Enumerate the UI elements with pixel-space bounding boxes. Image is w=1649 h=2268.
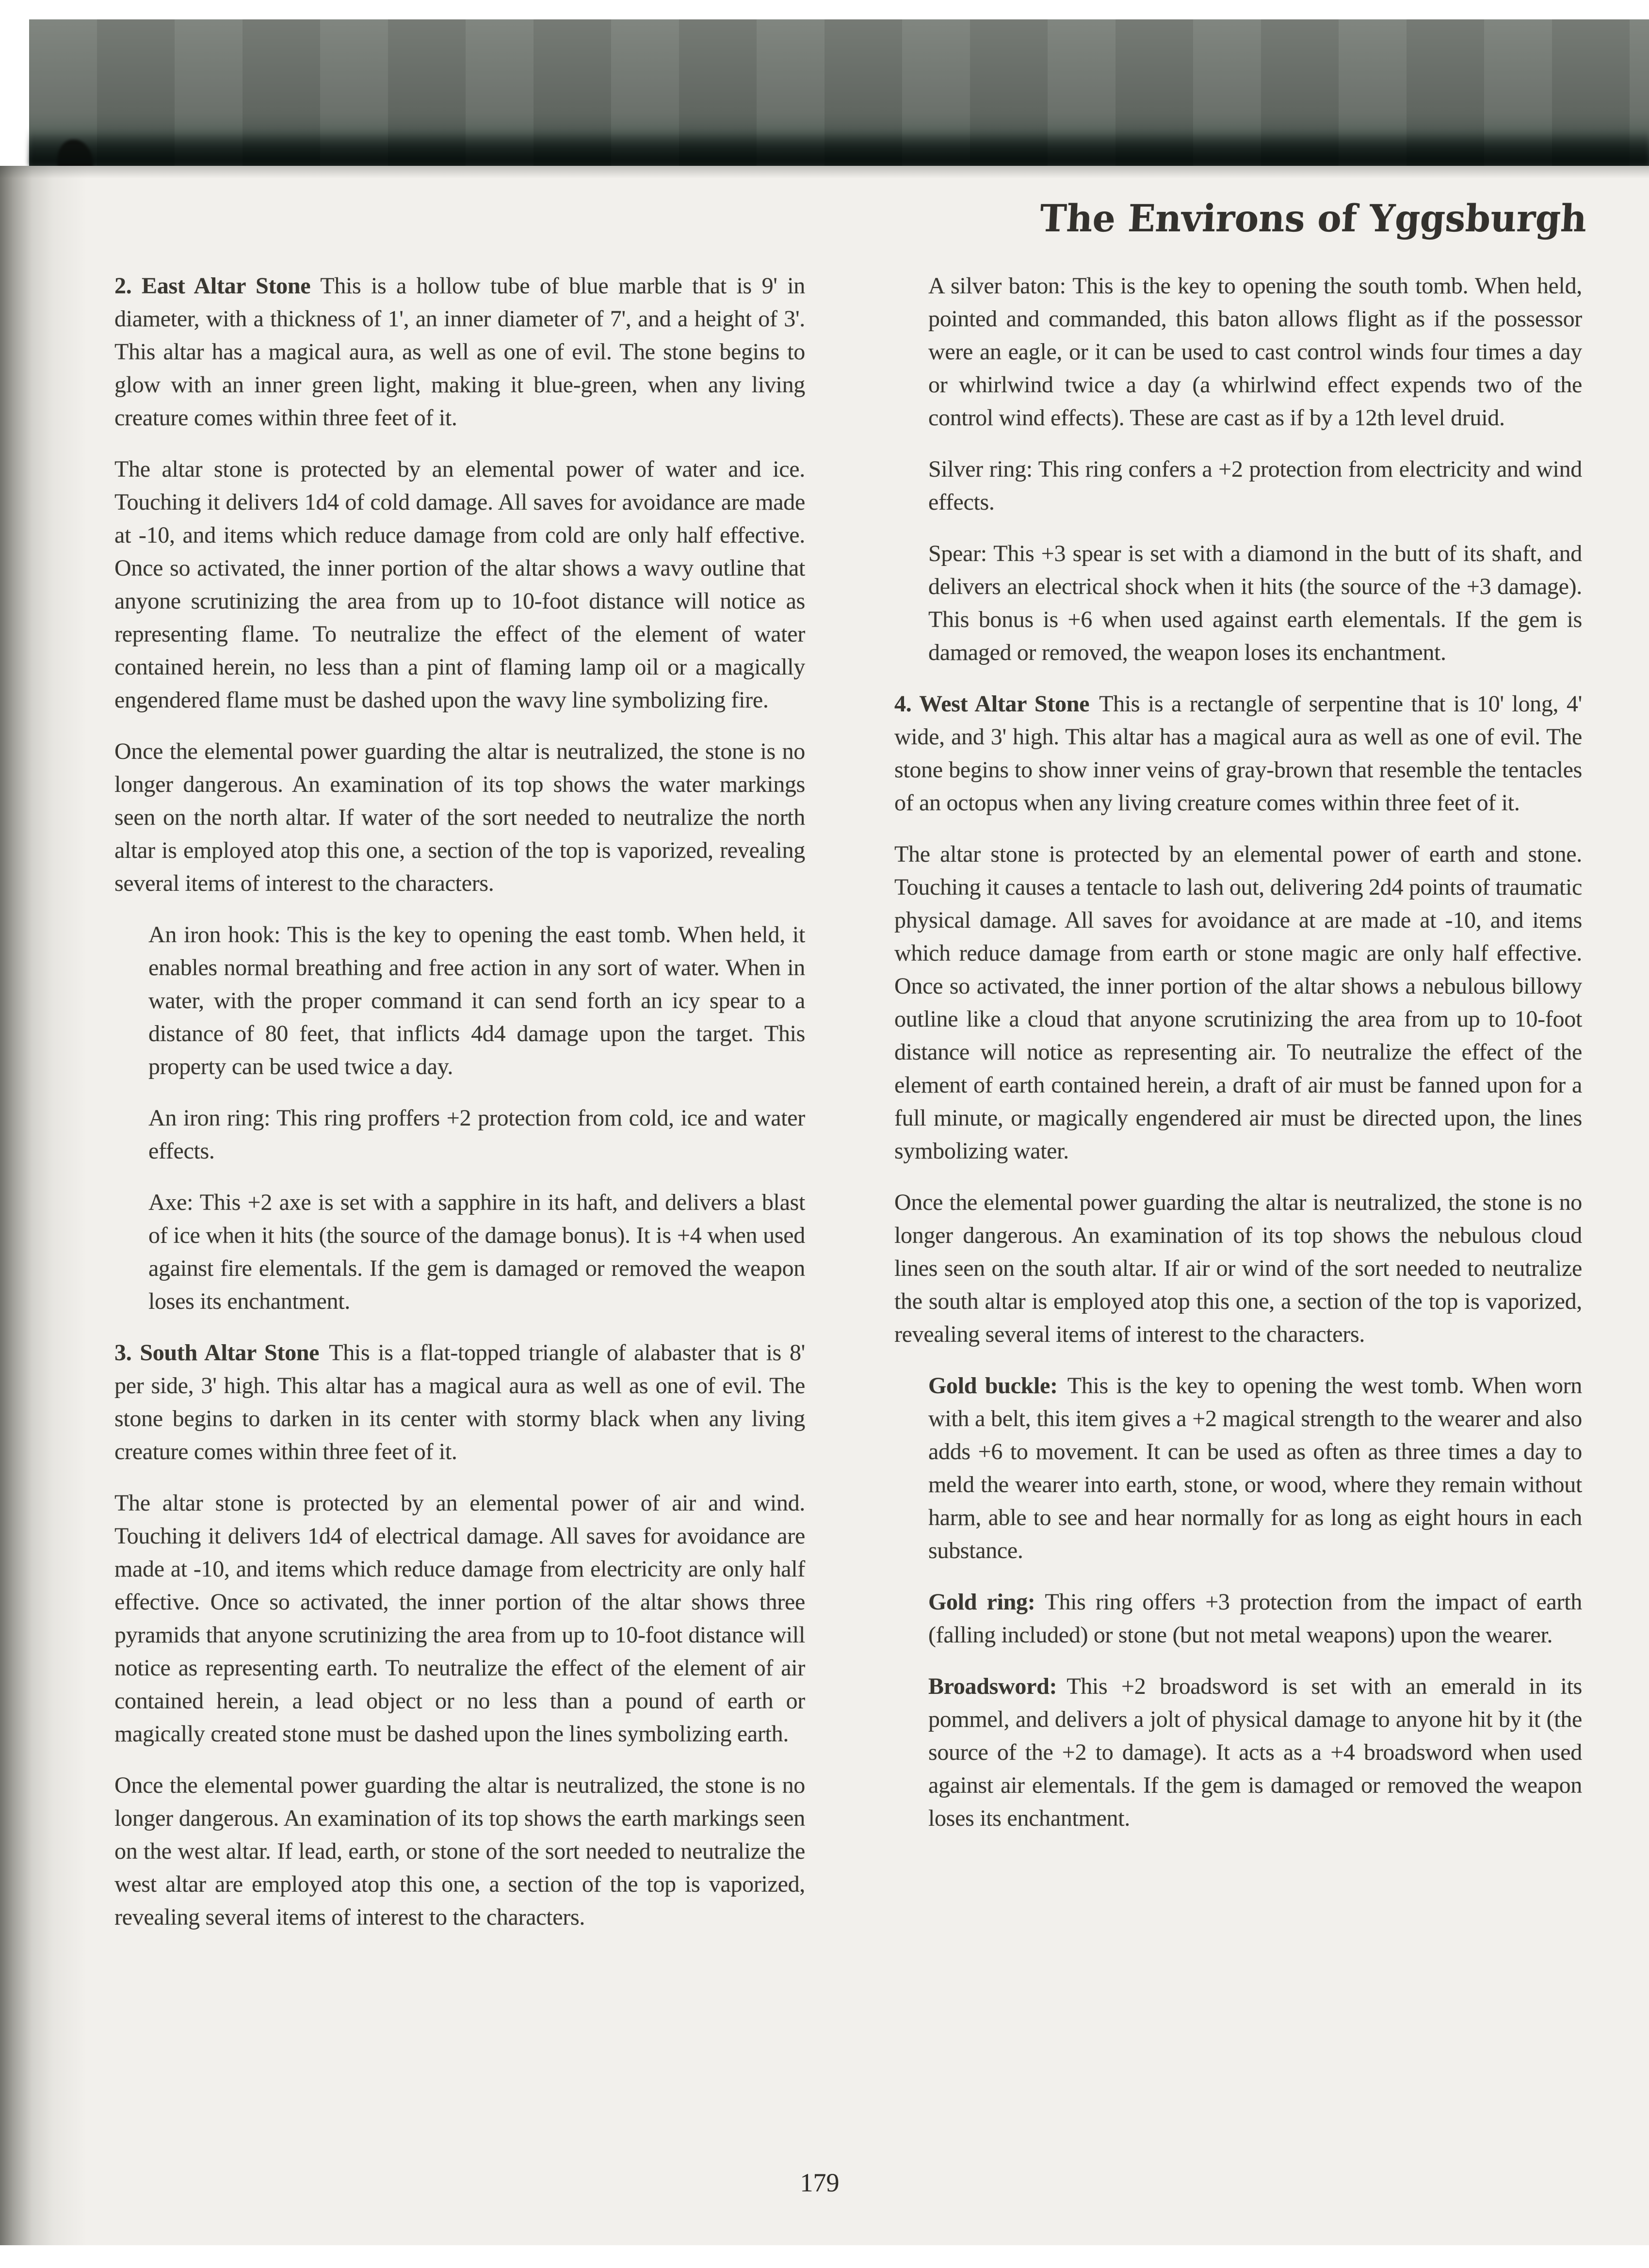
para-silver-ring	[894, 453, 1582, 519]
para-gold-ring	[894, 1586, 1582, 1652]
para-text: A silver baton: This is the key to opening the south tomb. When held, pointed and commanded, this baton allows flight as if the possessor were an eagle, or it can be used to cast control winds four times a day or whirlwind twice a day (a whirlwind effect expends two of the control wind effects). These are cast as if by a 12th level druid.	[928, 273, 1582, 431]
para-text: The altar stone is protected by an elemental power of air and wind. Touching it delivers 1d4 of electrical damage. All saves for avoidance are made at -10, and items which reduce damage from electricity are only half effective. Once so activated, the inner portion of the altar shows three pyramids that anyone scrutinizing the area from up to 10-foot distance will notice as representing earth. To neutralize the effect of the element of air contained herein, a lead object or no less than a pound of earth or magically created stone must be dashed upon the lines symbolizing earth.	[114, 1490, 805, 1747]
para-text: This is a rectangle of serpentine that is 10' long, 4' wide, and 3' high. This altar has a magical aura as well as one of evil. The stone begins to show inner veins of gray-brown that resemble the tentacles of an octopus when any living creature comes within three feet of it.	[894, 691, 1582, 816]
para-text: This ring offers +3 protection from the impact of earth (falling included) or stone (but not metal weapons) upon the wearer.	[928, 1589, 1582, 1648]
para-west-altar-protection	[894, 838, 1582, 1168]
para-text: Spear: This +3 spear is set with a diamond in the butt of its shaft, and delivers an electrical shock when it hits (the source of the +3 damage). This bonus is +6 when used against earth elementals. If the gem is damaged or removed, the weapon loses its enchantment.	[928, 541, 1582, 665]
para-silver-baton	[894, 270, 1582, 434]
para-iron-hook	[114, 918, 805, 1083]
para-axe	[114, 1186, 805, 1318]
page-number: 179	[800, 2168, 840, 2197]
para-iron-ring	[114, 1102, 805, 1168]
lead-broadsword: Broadsword:	[928, 1673, 1057, 1699]
heading-west-altar-stone: 4. West Altar Stone	[894, 691, 1090, 717]
page-title: The Environs of Yggsburgh	[1039, 197, 1588, 241]
para-broadsword	[894, 1670, 1582, 1835]
para-text: Axe: This +2 axe is set with a sapphire in its haft, and delivers a blast of ice when it hits (the source of the damage bonus). It is +4 when used against fire elementals. If the gem is damaged or removed the weapon loses its enchantment.	[148, 1190, 805, 1314]
heading-south-altar-stone: 3. South Altar Stone	[114, 1340, 320, 1366]
para-west-altar-stone	[894, 688, 1582, 820]
para-text: An iron hook: This is the key to opening the east tomb. When held, it enables normal breathing and free action in any sort of water. When in water, with the proper command it can send forth an icy spear to a distance of 80 feet, that inflicts 4d4 damage upon the target. This property can be used twice a day.	[148, 922, 805, 1079]
para-text: The altar stone is protected by an elemental power of water and ice. Touching it delivers 1d4 of cold damage. All saves for avoidance are made at -10, and items which reduce damage from cold are only half effective. Once so activated, the inner portion of the altar shows a wavy outline that anyone scrutinizing the area from up to 10-foot distance will notice as representing flame. To neutralize the effect of the element of water contained herein, no less than a pint of flaming lamp oil or a magically engendered flame must be dashed upon the wavy line symbolizing fire.	[114, 456, 805, 713]
para-text: Once the elemental power guarding the altar is neutralized, the stone is no longer dangerous. An examination of its top shows the earth markings seen on the west altar. If lead, earth, or stone of the sort needed to neutralize the west altar are employed atop this one, a section of the top is vaporized, revealing several items of interest to the characters.	[114, 1772, 805, 1930]
right-column	[894, 270, 1582, 1853]
para-east-altar-neutralized	[114, 735, 805, 900]
para-text: An iron ring: This ring proffers +2 protection from cold, ice and water effects.	[148, 1105, 805, 1164]
para-east-altar-stone	[114, 270, 805, 434]
para-text: The altar stone is protected by an elemental power of earth and stone. Touching it causes a tentacle to lash out, delivering 2d4 points of traumatic physical damage. All saves for avoidance at are made at -10, and items which reduce damage from earth or stone magic are only half effective. Once so activated, the inner portion of the altar shows a nebulous billowy outline like a cloud that anyone scrutinizing the area from up to 10-foot distance will notice as representing air. To neutralize the effect of the element of earth contained herein, a draft of air must be fanned upon for a full minute, or magically engendered air must be directed upon, the lines symbolizing water.	[894, 841, 1582, 1164]
para-text: Once the elemental power guarding the altar is neutralized, the stone is no longer dangerous. An examination of its top shows the nebulous cloud lines seen on the south altar. If air or wind of the sort needed to neutralize the south altar is employed atop this one, a section of the top is vaporized, revealing several items of interest to the characters.	[894, 1190, 1582, 1347]
para-text: Once the elemental power guarding the altar is neutralized, the stone is no longer dangerous. An examination of its top shows the water markings seen on the north altar. If water of the sort needed to neutralize the north altar is employed atop this one, a section of the top is vaporized, revealing several items of interest to the characters.	[114, 739, 805, 896]
para-text: This +2 broadsword is set with an emerald in its pommel, and delivers a jolt of physical damage to anyone hit by it (the source of the +2 to damage). It acts as a +4 broadsword when used against air elementals. If the gem is damaged or removed the weapon loses its enchantment.	[928, 1673, 1582, 1831]
scanned-page	[0, 166, 1649, 2245]
lead-gold-ring: Gold ring:	[928, 1589, 1035, 1615]
book-edge-scan-band	[29, 19, 1649, 166]
para-text: Silver ring: This ring confers a +2 protection from electricity and wind effects.	[928, 456, 1582, 515]
left-column	[114, 270, 805, 1952]
heading-east-altar-stone: 2. East Altar Stone	[114, 273, 311, 299]
para-south-altar-protection	[114, 1487, 805, 1751]
para-west-altar-neutralized	[894, 1186, 1582, 1351]
para-text: This is the key to opening the west tomb. When worn with a belt, this item gives a +2 magical strength to the wearer and also adds +6 to movement. It can be used as often as three times a day to meld the wearer into earth, stone, or wood, where they remain without harm, able to see and hear normally for as long as eight hours in each substance.	[928, 1373, 1582, 1563]
para-gold-buckle	[894, 1369, 1582, 1567]
para-east-altar-protection	[114, 453, 805, 717]
para-spear	[894, 537, 1582, 669]
lead-gold-buckle: Gold buckle:	[928, 1373, 1058, 1399]
para-south-altar-stone	[114, 1336, 805, 1468]
para-text: This is a hollow tube of blue marble that is 9' in diameter, with a thickness of 1', an inner diameter of 7', and a height of 3'. This altar has a magical aura, as well as one of evil. The stone begins to glow with an inner green light, making it blue-green, when any living creature comes within three feet of it.	[114, 273, 805, 431]
para-south-altar-neutralized	[114, 1769, 805, 1934]
para-text: This is a flat-topped triangle of alabaster that is 8' per side, 3' high. This altar has a magical aura as well as one of evil. The stone begins to darken in its center with stormy black when any living creature comes within three feet of it.	[114, 1340, 805, 1464]
